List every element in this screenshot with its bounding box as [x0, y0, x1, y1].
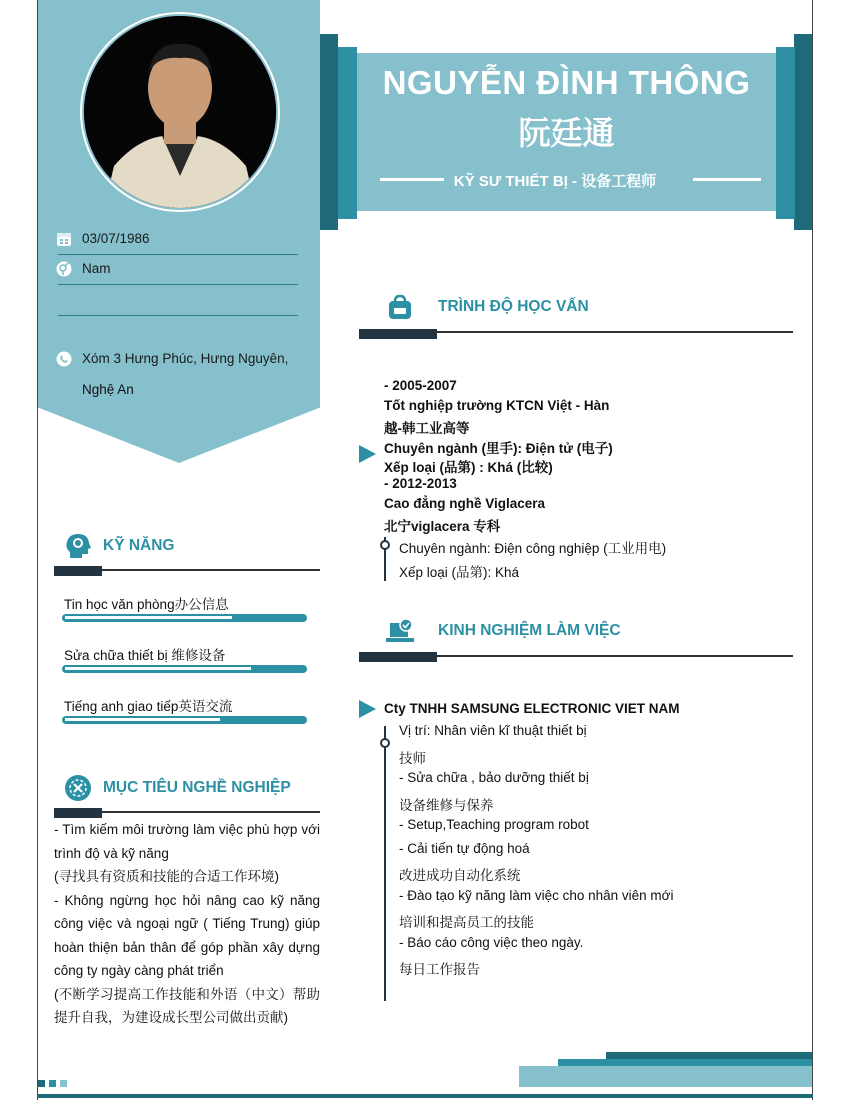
experience-timeline: [384, 726, 386, 1001]
head-gear-icon: [64, 532, 92, 560]
experience-line: 改进成功自动化系统: [399, 868, 521, 883]
experience-line: 设备维修与保养: [399, 797, 494, 813]
education-heading: TRÌNH ĐỘ HỌC VẤN: [438, 298, 589, 315]
divider: [58, 315, 298, 316]
education-line: Cao đẳng nghề Viglacera: [384, 495, 546, 511]
footer-decoration: [519, 1066, 812, 1087]
footer-square: [38, 1080, 45, 1087]
banner-decoration: [776, 47, 795, 219]
title-rule-right: [693, 178, 761, 181]
calendar-icon: [56, 231, 72, 247]
skill-bar-fill: [65, 616, 232, 619]
timeline-dot: [380, 738, 390, 748]
experience-line: - Đào tạo kỹ năng làm việc cho nhân viên mới: [399, 887, 674, 903]
right-border: [812, 0, 813, 1100]
divider: [58, 284, 298, 285]
education-line: - 2005-2007: [384, 378, 457, 393]
birthdate-text: 03/07/1986: [82, 231, 150, 246]
education-line: Xếp loại (品第) : Khá (比较): [384, 460, 553, 476]
avatar: [84, 16, 276, 208]
education-line: Tốt nghiệp trường KTCN Việt - Hàn: [384, 397, 610, 413]
section-bar: [54, 566, 102, 576]
skill-bar-fill: [65, 667, 251, 670]
skill-bar: [62, 716, 307, 724]
laptop-check-icon: [386, 617, 414, 645]
experience-line: Vị trí: Nhân viên kĩ thuật thiết bị: [399, 723, 587, 738]
education-marker: [359, 445, 376, 463]
education-sub-line: Xếp loại (品第): Khá: [399, 565, 520, 580]
footer-square: [49, 1080, 56, 1087]
experience-line: 培训和提高员工的技能: [399, 915, 534, 930]
experience-line: - Báo cáo công việc theo ngày.: [399, 934, 584, 950]
location-icon: [56, 351, 72, 367]
objective-paragraph: (寻找具有资质和技能的合适工作环境): [54, 869, 279, 884]
timeline-dot: [380, 540, 390, 550]
objective-paragraph: (不断学习提高工作技能和外语（中文）帮助提升自我，为建设成长型公司做出贡献): [54, 986, 320, 1025]
banner-decoration: [338, 47, 357, 219]
skills-heading: KỸ NĂNG: [103, 537, 175, 554]
footer-rule: [37, 1094, 813, 1098]
experience-marker: [359, 700, 376, 718]
divider: [58, 254, 298, 255]
experience-heading: KINH NGHIỆM LÀM VIỆC: [438, 622, 621, 639]
job-title: KỸ SƯ THIẾT BỊ - 设备工程师: [453, 173, 657, 190]
experience-line: - Sửa chữa , bảo dưỡng thiết bị: [399, 770, 589, 785]
full-name: NGUYỄN ĐÌNH THÔNG: [382, 64, 751, 101]
skill-label: Tiếng anh giao tiếp英语交流: [64, 699, 233, 714]
objective-heading: MỤC TIÊU NGHỀ NGHIỆP: [103, 779, 291, 796]
objective-paragraph: - Tìm kiếm môi trường làm việc phù hợp với trình độ và kỹ năng: [54, 822, 320, 861]
education-line: 越-韩工业高等: [384, 421, 470, 437]
skill-label: Tin học văn phòng办公信息: [64, 597, 229, 612]
experience-line: 技师: [399, 750, 426, 766]
section-bar: [359, 652, 437, 662]
objective-paragraph: - Không ngừng học hỏi nâng cao kỹ năng công việc và ngoại ngữ ( Tiếng Trung) giúp hoàn thiện bản thân để góp phần xây dựng công ty ngày càng phát triển: [54, 892, 320, 978]
gender-icon: [56, 261, 72, 277]
section-bar: [54, 808, 102, 818]
footer-square: [60, 1080, 67, 1087]
banner-decoration: [320, 34, 338, 230]
address-line-1: Xóm 3 Hưng Phúc, Hưng Nguyên,: [82, 351, 289, 366]
address-line-2: Nghệ An: [82, 382, 134, 397]
education-line: 北宁viglacera 专科: [384, 519, 501, 535]
skill-bar: [62, 614, 307, 622]
education-line: - 2012-2013: [384, 476, 457, 491]
footer-decoration: [558, 1059, 812, 1066]
gender-text: Nam: [82, 261, 111, 276]
skill-bar-fill: [65, 718, 220, 721]
company-name: Cty TNHH SAMSUNG ELECTRONIC VIET NAM: [384, 701, 680, 716]
experience-line: - Cải tiến tự động hoá: [399, 840, 530, 856]
section-bar: [359, 329, 437, 339]
target-icon: [64, 774, 92, 802]
person-photo: [84, 16, 276, 208]
objective-text: [54, 818, 320, 1030]
school-bag-icon: [386, 293, 414, 321]
left-border: [37, 0, 38, 1100]
footer-decoration: [606, 1052, 812, 1059]
skill-label: Sửa chữa thiết bị 维修设备: [64, 648, 226, 663]
education-sub-line: Chuyên ngành: Điện công nghiệp (工业用电): [399, 541, 667, 556]
experience-line: - Setup,Teaching program robot: [399, 817, 589, 832]
full-name-chinese: 阮廷通: [518, 115, 615, 151]
title-rule-left: [380, 178, 444, 181]
education-line: Chuyên ngành (里手): Điện tử (电子): [384, 440, 613, 456]
banner-decoration: [794, 34, 812, 230]
skill-bar: [62, 665, 307, 673]
experience-line: 每日工作报告: [399, 962, 480, 977]
